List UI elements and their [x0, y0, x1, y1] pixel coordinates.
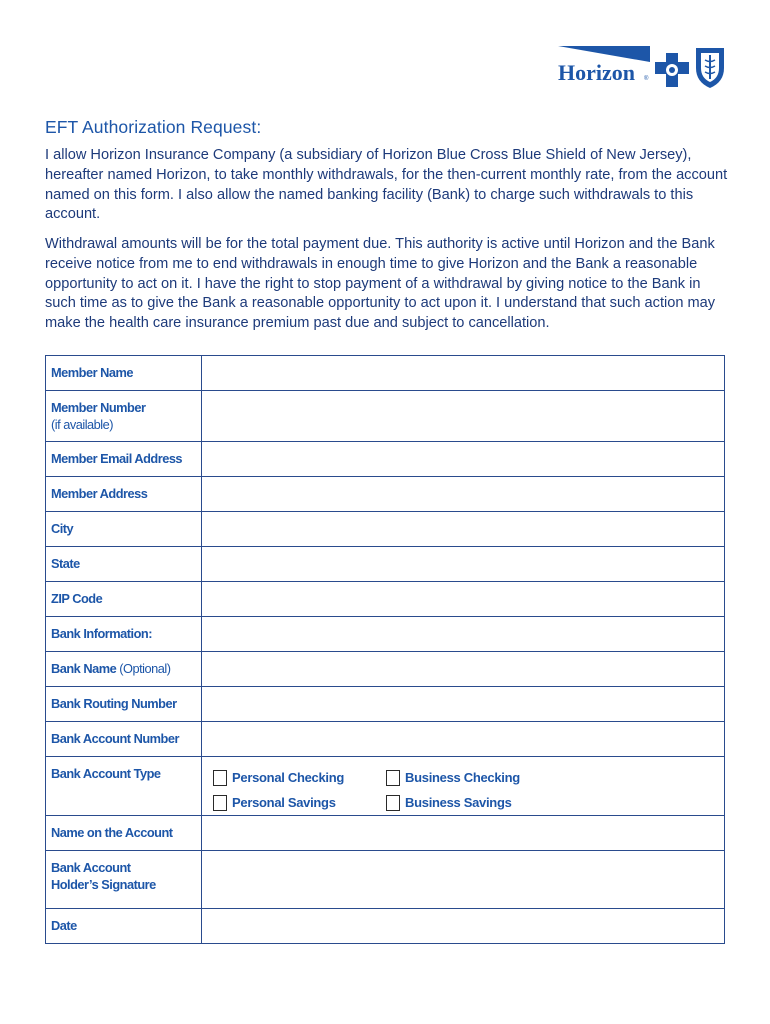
business-checking-checkbox[interactable] [386, 770, 400, 786]
business-savings-label: Business Savings [405, 795, 512, 810]
member-email-field[interactable] [202, 442, 725, 477]
personal-checking-label: Personal Checking [232, 770, 344, 785]
form-row-bank-information [46, 617, 725, 652]
personal-savings-label: Personal Savings [232, 795, 336, 810]
zip-field[interactable] [202, 582, 725, 617]
personal-savings-option[interactable] [213, 790, 386, 815]
bank-name-field[interactable] [202, 652, 725, 687]
state-label: State [46, 547, 202, 582]
form-row-member-address [46, 477, 725, 512]
blue-shield-icon [696, 48, 724, 88]
bank-name-label-text: Bank Name [51, 661, 117, 676]
holder-signature-label-line1: Bank Account [51, 860, 131, 875]
bank-information-label: Bank Information: [46, 617, 202, 652]
page-title: EFT Authorization Request: [45, 117, 262, 137]
zip-label: ZIP Code [46, 582, 202, 617]
form-row-member-name [46, 356, 725, 391]
form-row-account-type [46, 757, 725, 816]
form-row-account-number [46, 722, 725, 757]
form-row-bank-name [46, 652, 725, 687]
bank-information-field[interactable] [202, 617, 725, 652]
city-label: City [46, 512, 202, 547]
member-number-label [46, 391, 202, 442]
business-checking-label: Business Checking [405, 770, 520, 785]
withdrawal-paragraph: Withdrawal amounts will be for the total payment due. This authority is active until Horizon and the Bank receive notice from me to end withdrawals in enough time to give Horizon and the Bank a reasonable opportunity to act on it. I have the right to stop payment of a withdrawal by giving notice to the Bank in such time as to give the Bank a reasonable opportunity to act upon it. I understand that such action may make the health care insurance premium past due and subject to cancellation. [45, 236, 716, 332]
horizon-wordmark: Horizon [558, 60, 635, 85]
authorization-paragraph: I allow Horizon Insurance Company (a subsidiary of Horizon Blue Cross Blue Shield of New Jersey), hereafter named Horizon, to take monthly withdrawals, for the then-current monthly rate, from the account named on this form. I also allow the named banking facility (Bank) to charge such withdrawals to this account. [45, 147, 728, 223]
form-row-name-on-account [46, 816, 725, 851]
bank-name-note: (Optional) [119, 661, 171, 676]
state-field[interactable] [202, 547, 725, 582]
member-email-label: Member Email Address [46, 442, 202, 477]
business-savings-checkbox[interactable] [386, 795, 400, 811]
eft-form-table [45, 355, 725, 944]
member-name-label: Member Name [46, 356, 202, 391]
form-row-date [46, 909, 725, 944]
form-row-city [46, 512, 725, 547]
date-label: Date [46, 909, 202, 944]
member-name-field[interactable] [202, 356, 725, 391]
personal-checking-checkbox[interactable] [213, 770, 227, 786]
personal-checking-option[interactable] [213, 765, 386, 790]
bank-name-label [46, 652, 202, 687]
holder-signature-label [46, 851, 202, 909]
member-number-field[interactable] [202, 391, 725, 442]
business-savings-option[interactable] [386, 790, 686, 815]
member-number-note: (if available) [51, 417, 113, 432]
city-field[interactable] [202, 512, 725, 547]
name-on-account-label: Name on the Account [46, 816, 202, 851]
svg-text:®: ® [644, 76, 649, 82]
form-row-zip [46, 582, 725, 617]
form-row-state [46, 547, 725, 582]
personal-savings-checkbox[interactable] [213, 795, 227, 811]
business-checking-option[interactable] [386, 765, 686, 790]
name-on-account-field[interactable] [202, 816, 725, 851]
account-number-label: Bank Account Number [46, 722, 202, 757]
member-address-field[interactable] [202, 477, 725, 512]
member-address-label: Member Address [46, 477, 202, 512]
member-number-label-text: Member Number [51, 400, 146, 415]
account-type-label: Bank Account Type [46, 757, 202, 816]
form-row-member-email [46, 442, 725, 477]
form-row-signature [46, 851, 725, 909]
account-type-options [202, 757, 725, 816]
date-field[interactable] [202, 909, 725, 944]
form-row-member-number [46, 391, 725, 442]
routing-number-field[interactable] [202, 687, 725, 722]
blue-cross-icon [655, 53, 689, 87]
holder-signature-field[interactable] [202, 851, 725, 909]
form-row-routing [46, 687, 725, 722]
account-number-field[interactable] [202, 722, 725, 757]
routing-number-label: Bank Routing Number [46, 687, 202, 722]
horizon-logo [556, 44, 728, 88]
holder-signature-label-line2: Holder’s Signature [51, 877, 156, 892]
